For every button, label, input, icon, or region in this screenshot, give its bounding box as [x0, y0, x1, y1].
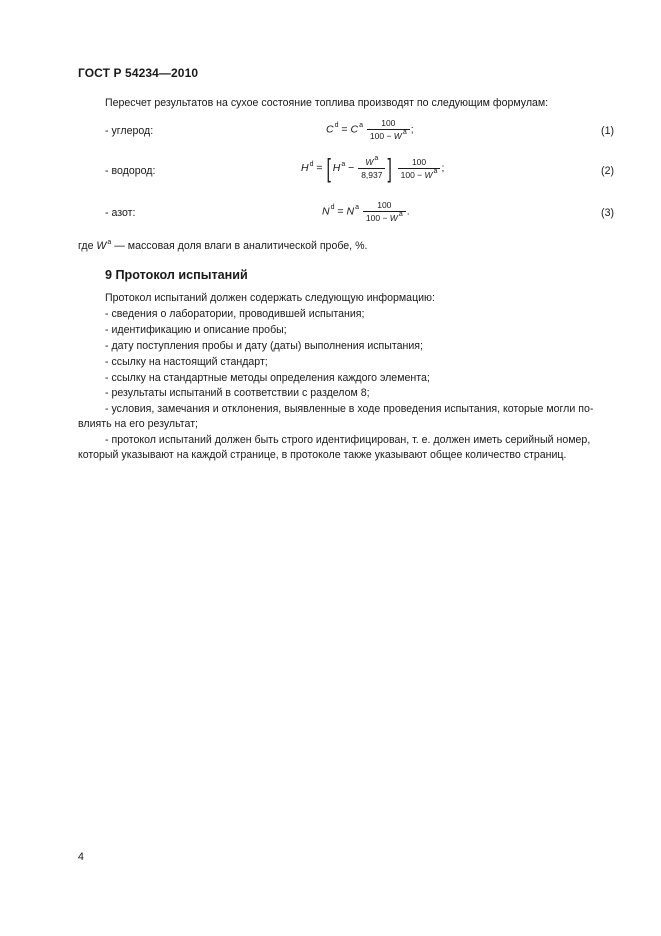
list-intro: Протокол испытаний должен содержать следующую информацию: [105, 292, 435, 304]
right-bracket: ] [387, 153, 393, 183]
list-item: - результаты испытаний в соответствии с разделом 8; [105, 387, 370, 399]
left-bracket: [ [326, 153, 332, 183]
list-item: - дату поступления пробы и дату (даты) выполнения испытания; [105, 340, 423, 352]
list-item-continuation: влиять на его результат; [78, 418, 198, 430]
page-number: 4 [78, 851, 84, 863]
formula-3: $N^d = N^a$ $\frac{100}{100 - W^a}$ . [322, 200, 410, 223]
list-item: - ссылку на стандартные методы определения каждого элемента; [105, 372, 430, 384]
list-item: - идентификацию и описание пробы; [105, 324, 287, 336]
document-header: ГОСТ Р 54234—2010 [78, 66, 199, 80]
list-item: - сведения о лаборатории, проводившей испытания; [105, 308, 365, 320]
formula-2-label: - водород: [105, 165, 156, 177]
where-clause: где $W^a$ — массовая доля влаги в аналитической пробе, %. [78, 239, 368, 252]
formula-2-inner-fraction: $\frac{W^a}{8,937}$ [358, 157, 385, 180]
section-title: 9 Протокол испытаний [105, 268, 248, 282]
formula-3-label: - азот: [105, 207, 136, 219]
list-item: - ссылку на настоящий стандарт; [105, 356, 268, 368]
formula-3-lhs: N [322, 205, 330, 218]
formula-1-number: (1) [601, 125, 614, 137]
formula-2-number: (2) [601, 165, 614, 177]
intro-paragraph: Пересчет результатов на сухое состояние топлива производят по следующим формулам: [105, 97, 549, 109]
formula-1: $C^d = C^a$ $\frac{100}{100 - W^a}$ ; [326, 118, 414, 141]
formula-2: $H^d = [H^a$ − $\frac{W^a}{8,937}$ ] $\frac{100}{100 - W^a}$ ; [301, 153, 445, 183]
formula-2-fraction: $\frac{100}{100 - W^a}$ [398, 157, 441, 180]
list-item: - протокол испытаний должен быть строго идентифицирован, т. е. должен иметь серийный номер, [105, 434, 591, 446]
list-item: - условия, замечания и отклонения, выявленные в ходе проведения испытания, которые могли по- [105, 403, 594, 415]
formula-1-label: - углерод: [105, 125, 154, 137]
formula-3-fraction: $\frac{100}{100 - W^a}$ [363, 200, 406, 223]
formula-3-number: (3) [601, 207, 614, 219]
list-item-continuation: который указывают на каждой странице, в протоколе также указывают общее количество страниц. [78, 449, 567, 461]
formula-2-lhs: H [301, 161, 309, 174]
formula-1-lhs: C [326, 123, 334, 136]
formula-1-fraction: $\frac{100}{100 - W^a}$ [367, 118, 410, 141]
